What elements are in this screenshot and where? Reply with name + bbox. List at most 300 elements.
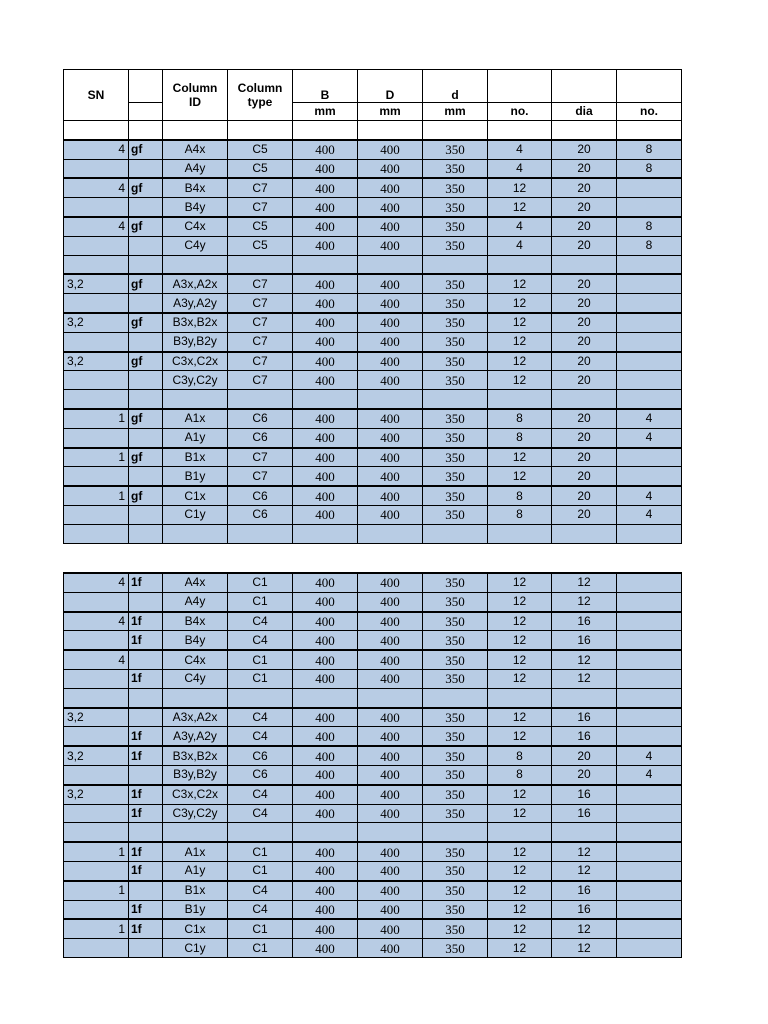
- D-cell: [358, 121, 423, 140]
- spacer-row: [64, 121, 682, 140]
- b-cell: [293, 255, 358, 274]
- sn-cell: [64, 900, 129, 919]
- bar-dia-cell: 20: [552, 409, 617, 428]
- header-blank-2: [552, 70, 617, 103]
- floor-cell: 1f: [129, 746, 163, 765]
- extra-bar-count-cell: [617, 881, 682, 900]
- bar-count-cell: 12: [488, 178, 552, 197]
- column-id-cell: C1y: [163, 505, 228, 524]
- sn-cell: [64, 631, 129, 650]
- column-type-cell: [228, 688, 293, 707]
- sn-cell: [64, 255, 129, 274]
- D-cell: 400: [358, 448, 423, 467]
- d-cell: 350: [423, 236, 488, 255]
- table-row: [64, 486, 682, 505]
- spacer-row: [64, 688, 682, 707]
- D-cell: 400: [358, 804, 423, 823]
- column-type-cell: C1: [228, 573, 293, 592]
- unit-bar-dia: dia: [552, 103, 617, 121]
- extra-bar-count-cell: [617, 842, 682, 861]
- column-type-cell: C4: [228, 612, 293, 631]
- extra-bar-count-cell: 4: [617, 428, 682, 447]
- sn-cell: 4: [64, 612, 129, 631]
- bar-count-cell: 12: [488, 650, 552, 669]
- unit-D: mm: [358, 103, 423, 121]
- bar-dia-cell: 16: [552, 881, 617, 900]
- b-cell: 400: [293, 804, 358, 823]
- column-id-cell: A1x: [163, 409, 228, 428]
- D-cell: 400: [358, 313, 423, 332]
- column-type-cell: C7: [228, 313, 293, 332]
- table-row: [64, 881, 682, 900]
- column-type-cell: C5: [228, 159, 293, 178]
- bar-dia-cell: 16: [552, 804, 617, 823]
- extra-bar-count-cell: [617, 524, 682, 543]
- table-row: [64, 294, 682, 313]
- bar-count-cell: [488, 255, 552, 274]
- bar-count-cell: 12: [488, 727, 552, 746]
- column-id-cell: A4x: [163, 140, 228, 159]
- D-cell: 400: [358, 428, 423, 447]
- bar-dia-cell: 16: [552, 900, 617, 919]
- b-cell: 400: [293, 486, 358, 505]
- header-blank-3: [617, 70, 682, 103]
- D-cell: [358, 688, 423, 707]
- sn-cell: 4: [64, 178, 129, 197]
- floor-cell: [129, 371, 163, 390]
- sn-cell: 1: [64, 842, 129, 861]
- column-type-cell: C5: [228, 217, 293, 236]
- column-id-cell: C4x: [163, 217, 228, 236]
- floor-cell: [129, 159, 163, 178]
- d-cell: [423, 688, 488, 707]
- column-type-cell: C7: [228, 178, 293, 197]
- extra-bar-count-cell: [617, 352, 682, 371]
- sn-cell: 1: [64, 881, 129, 900]
- column-type-cell: C6: [228, 765, 293, 784]
- b-cell: 400: [293, 371, 358, 390]
- column-id-cell: C3y,C2y: [163, 804, 228, 823]
- floor-cell: 1f: [129, 785, 163, 804]
- floor-cell: gf: [129, 313, 163, 332]
- bar-dia-cell: 20: [552, 159, 617, 178]
- d-cell: [423, 255, 488, 274]
- d-cell: 350: [423, 486, 488, 505]
- D-cell: [358, 255, 423, 274]
- column-id-cell: A3x,A2x: [163, 274, 228, 293]
- D-cell: 400: [358, 274, 423, 293]
- d-cell: [423, 121, 488, 140]
- sn-cell: [64, 727, 129, 746]
- D-cell: 400: [358, 371, 423, 390]
- bar-dia-cell: 20: [552, 428, 617, 447]
- b-cell: [293, 524, 358, 543]
- bar-count-cell: 12: [488, 332, 552, 351]
- table-row: [64, 236, 682, 255]
- bar-count-cell: 12: [488, 939, 552, 958]
- bar-count-cell: 12: [488, 371, 552, 390]
- column-id-cell: A4x: [163, 573, 228, 592]
- d-cell: 350: [423, 159, 488, 178]
- sn-cell: 1: [64, 409, 129, 428]
- b-cell: 400: [293, 708, 358, 727]
- d-cell: [423, 524, 488, 543]
- floor-cell: 1f: [129, 573, 163, 592]
- table-row: [64, 409, 682, 428]
- extra-bar-count-cell: [617, 919, 682, 938]
- table-row: [64, 178, 682, 197]
- column-type-cell: C4: [228, 727, 293, 746]
- D-cell: 400: [358, 467, 423, 486]
- extra-bar-count-cell: [617, 612, 682, 631]
- sn-cell: [64, 939, 129, 958]
- bar-count-cell: 12: [488, 861, 552, 880]
- bar-count-cell: 4: [488, 217, 552, 236]
- column-id-cell: C1x: [163, 919, 228, 938]
- bar-dia-cell: 20: [552, 274, 617, 293]
- column-type-cell: [228, 524, 293, 543]
- extra-bar-count-cell: [617, 939, 682, 958]
- bar-dia-cell: 20: [552, 236, 617, 255]
- column-type-cell: [228, 255, 293, 274]
- D-cell: 400: [358, 765, 423, 784]
- floor-cell: gf: [129, 274, 163, 293]
- table-row: [64, 669, 682, 688]
- table-row: [64, 765, 682, 784]
- bar-count-cell: 12: [488, 708, 552, 727]
- bar-dia-cell: 16: [552, 727, 617, 746]
- bar-dia-cell: 12: [552, 842, 617, 861]
- b-cell: 400: [293, 900, 358, 919]
- bar-count-cell: 8: [488, 505, 552, 524]
- bar-dia-cell: 12: [552, 939, 617, 958]
- bar-count-cell: [488, 823, 552, 842]
- bar-count-cell: 12: [488, 592, 552, 611]
- column-type-cell: C6: [228, 505, 293, 524]
- sn-cell: 3,2: [64, 313, 129, 332]
- spacer-row: [64, 255, 682, 274]
- d-cell: 350: [423, 842, 488, 861]
- d-cell: 350: [423, 217, 488, 236]
- column-id-cell: C3x,C2x: [163, 352, 228, 371]
- column-type-cell: [228, 390, 293, 409]
- extra-bar-count-cell: [617, 900, 682, 919]
- header-b: B: [293, 70, 358, 103]
- floor-cell: [129, 592, 163, 611]
- column-type-cell: C1: [228, 592, 293, 611]
- D-cell: 400: [358, 727, 423, 746]
- sn-cell: 1: [64, 486, 129, 505]
- b-cell: 400: [293, 573, 358, 592]
- table-row: [64, 198, 682, 217]
- sn-cell: [64, 467, 129, 486]
- sn-cell: 4: [64, 140, 129, 159]
- b-cell: 400: [293, 765, 358, 784]
- column-id-cell: A3x,A2x: [163, 708, 228, 727]
- extra-bar-count-cell: [617, 255, 682, 274]
- extra-bar-count-cell: [617, 294, 682, 313]
- spacer-row: [64, 823, 682, 842]
- sn-cell: [64, 592, 129, 611]
- column-type-cell: C6: [228, 428, 293, 447]
- table-row: [64, 746, 682, 765]
- column-type-cell: C7: [228, 352, 293, 371]
- sn-cell: [64, 390, 129, 409]
- column-id-cell: B3x,B2x: [163, 313, 228, 332]
- extra-bar-count-cell: [617, 650, 682, 669]
- table-row: [64, 919, 682, 938]
- table-row: [64, 332, 682, 351]
- unit-d: mm: [423, 103, 488, 121]
- column-type-cell: C5: [228, 236, 293, 255]
- bar-dia-cell: 20: [552, 765, 617, 784]
- bar-count-cell: 12: [488, 612, 552, 631]
- column-type-cell: C5: [228, 140, 293, 159]
- column-id-cell: B4x: [163, 612, 228, 631]
- d-cell: 350: [423, 332, 488, 351]
- d-cell: 350: [423, 765, 488, 784]
- b-cell: 400: [293, 448, 358, 467]
- sn-cell: [64, 765, 129, 784]
- table-row: [64, 612, 682, 631]
- sn-cell: [64, 524, 129, 543]
- column-type-cell: C7: [228, 371, 293, 390]
- d-cell: 350: [423, 409, 488, 428]
- d-cell: 350: [423, 294, 488, 313]
- D-cell: 400: [358, 785, 423, 804]
- table-row: [64, 804, 682, 823]
- column-id-cell: [163, 390, 228, 409]
- header-column-type: Column type: [228, 70, 293, 121]
- floor-cell: 1f: [129, 669, 163, 688]
- column-id-cell: C3y,C2y: [163, 371, 228, 390]
- table-row: [64, 592, 682, 611]
- column-type-cell: C6: [228, 746, 293, 765]
- column-id-cell: [163, 121, 228, 140]
- table-row: [64, 352, 682, 371]
- floor-cell: 1f: [129, 631, 163, 650]
- d-cell: 350: [423, 467, 488, 486]
- D-cell: 400: [358, 939, 423, 958]
- bar-count-cell: 8: [488, 765, 552, 784]
- bar-dia-cell: 20: [552, 140, 617, 159]
- D-cell: 400: [358, 669, 423, 688]
- bar-count-cell: 8: [488, 746, 552, 765]
- extra-bar-count-cell: [617, 390, 682, 409]
- table-row: [64, 785, 682, 804]
- b-cell: 400: [293, 505, 358, 524]
- bar-count-cell: 4: [488, 140, 552, 159]
- bar-count-cell: 12: [488, 631, 552, 650]
- b-cell: 400: [293, 217, 358, 236]
- floor-cell: [129, 688, 163, 707]
- b-cell: 400: [293, 746, 358, 765]
- column-type-cell: C1: [228, 842, 293, 861]
- extra-bar-count-cell: 4: [617, 746, 682, 765]
- sn-cell: [64, 804, 129, 823]
- bar-count-cell: [488, 524, 552, 543]
- floor-cell: [129, 524, 163, 543]
- bar-count-cell: 12: [488, 785, 552, 804]
- table-row: [64, 274, 682, 293]
- b-cell: 400: [293, 919, 358, 938]
- extra-bar-count-cell: [617, 804, 682, 823]
- floor-cell: [129, 939, 163, 958]
- d-cell: 350: [423, 727, 488, 746]
- extra-bar-count-cell: [617, 688, 682, 707]
- d-cell: [423, 823, 488, 842]
- sn-cell: [64, 823, 129, 842]
- column-type-cell: C6: [228, 486, 293, 505]
- column-id-cell: [163, 688, 228, 707]
- D-cell: 400: [358, 861, 423, 880]
- column-id-cell: [163, 823, 228, 842]
- bar-dia-cell: 20: [552, 198, 617, 217]
- sn-cell: [64, 371, 129, 390]
- column-type-cell: C7: [228, 198, 293, 217]
- bar-count-cell: 12: [488, 198, 552, 217]
- b-cell: [293, 390, 358, 409]
- floor-cell: gf: [129, 448, 163, 467]
- D-cell: 400: [358, 631, 423, 650]
- bar-count-cell: 4: [488, 236, 552, 255]
- extra-bar-count-cell: [617, 669, 682, 688]
- b-cell: 400: [293, 313, 358, 332]
- floor-cell: [129, 428, 163, 447]
- bar-count-cell: 12: [488, 804, 552, 823]
- d-cell: 350: [423, 612, 488, 631]
- b-cell: 400: [293, 409, 358, 428]
- b-cell: 400: [293, 352, 358, 371]
- column-type-cell: C6: [228, 409, 293, 428]
- D-cell: [358, 390, 423, 409]
- bar-dia-cell: 12: [552, 573, 617, 592]
- bar-count-cell: 12: [488, 448, 552, 467]
- b-cell: 400: [293, 274, 358, 293]
- b-cell: 400: [293, 140, 358, 159]
- bar-dia-cell: 20: [552, 313, 617, 332]
- extra-bar-count-cell: [617, 785, 682, 804]
- floor-cell: [129, 294, 163, 313]
- b-cell: 400: [293, 178, 358, 197]
- bar-dia-cell: 20: [552, 332, 617, 351]
- d-cell: 350: [423, 274, 488, 293]
- floor-cell: [129, 121, 163, 140]
- table-row: [64, 428, 682, 447]
- sn-cell: 3,2: [64, 785, 129, 804]
- bar-dia-cell: 20: [552, 467, 617, 486]
- extra-bar-count-cell: [617, 573, 682, 592]
- floor-cell: [129, 881, 163, 900]
- table-row: [64, 900, 682, 919]
- sn-cell: 3,2: [64, 274, 129, 293]
- table-row: [64, 217, 682, 236]
- unit-bar-count: no.: [488, 103, 552, 121]
- bar-count-cell: 12: [488, 881, 552, 900]
- D-cell: 400: [358, 294, 423, 313]
- d-cell: 350: [423, 804, 488, 823]
- floor-cell: [129, 650, 163, 669]
- b-cell: 400: [293, 939, 358, 958]
- column-type-cell: C7: [228, 467, 293, 486]
- bar-count-cell: 12: [488, 294, 552, 313]
- bar-dia-cell: 20: [552, 448, 617, 467]
- sn-cell: 4: [64, 217, 129, 236]
- floor-cell: gf: [129, 486, 163, 505]
- spacer-row: [64, 390, 682, 409]
- column-id-cell: A1x: [163, 842, 228, 861]
- column-type-cell: C4: [228, 708, 293, 727]
- header-blank-1: [488, 70, 552, 103]
- extra-bar-count-cell: [617, 467, 682, 486]
- table-row: [64, 313, 682, 332]
- b-cell: 400: [293, 650, 358, 669]
- sn-cell: 4: [64, 650, 129, 669]
- d-cell: 350: [423, 939, 488, 958]
- D-cell: 400: [358, 178, 423, 197]
- D-cell: 400: [358, 650, 423, 669]
- bar-count-cell: 12: [488, 352, 552, 371]
- sn-cell: [64, 121, 129, 140]
- table-row: [64, 467, 682, 486]
- d-cell: 350: [423, 313, 488, 332]
- D-cell: 400: [358, 505, 423, 524]
- sn-cell: 1: [64, 919, 129, 938]
- sn-cell: [64, 428, 129, 447]
- sn-cell: [64, 332, 129, 351]
- floor-cell: [129, 708, 163, 727]
- sn-cell: [64, 505, 129, 524]
- sn-cell: [64, 236, 129, 255]
- floor-cell: [129, 823, 163, 842]
- b-cell: 400: [293, 612, 358, 631]
- table-row: [64, 842, 682, 861]
- bar-dia-cell: 20: [552, 294, 617, 313]
- b-cell: 400: [293, 861, 358, 880]
- D-cell: 400: [358, 881, 423, 900]
- floor-cell: gf: [129, 140, 163, 159]
- bar-dia-cell: [552, 823, 617, 842]
- table-row: [64, 631, 682, 650]
- column-id-cell: C1x: [163, 486, 228, 505]
- extra-bar-count-cell: [617, 708, 682, 727]
- extra-bar-count-cell: 8: [617, 159, 682, 178]
- b-cell: 400: [293, 631, 358, 650]
- extra-bar-count-cell: 8: [617, 217, 682, 236]
- column-id-cell: A4y: [163, 592, 228, 611]
- column-id-cell: C4y: [163, 236, 228, 255]
- bar-dia-cell: 20: [552, 178, 617, 197]
- header-sn: SN: [64, 70, 129, 121]
- bar-count-cell: 8: [488, 409, 552, 428]
- d-cell: 350: [423, 785, 488, 804]
- D-cell: 400: [358, 746, 423, 765]
- column-type-cell: C7: [228, 294, 293, 313]
- D-cell: 400: [358, 409, 423, 428]
- b-cell: 400: [293, 198, 358, 217]
- column-type-cell: [228, 121, 293, 140]
- extra-bar-count-cell: [617, 313, 682, 332]
- D-cell: 400: [358, 900, 423, 919]
- bar-dia-cell: [552, 524, 617, 543]
- column-id-cell: B4y: [163, 198, 228, 217]
- b-cell: [293, 121, 358, 140]
- bar-dia-cell: 20: [552, 505, 617, 524]
- floor-cell: [129, 467, 163, 486]
- extra-bar-count-cell: 4: [617, 486, 682, 505]
- sn-cell: [64, 198, 129, 217]
- d-cell: 350: [423, 505, 488, 524]
